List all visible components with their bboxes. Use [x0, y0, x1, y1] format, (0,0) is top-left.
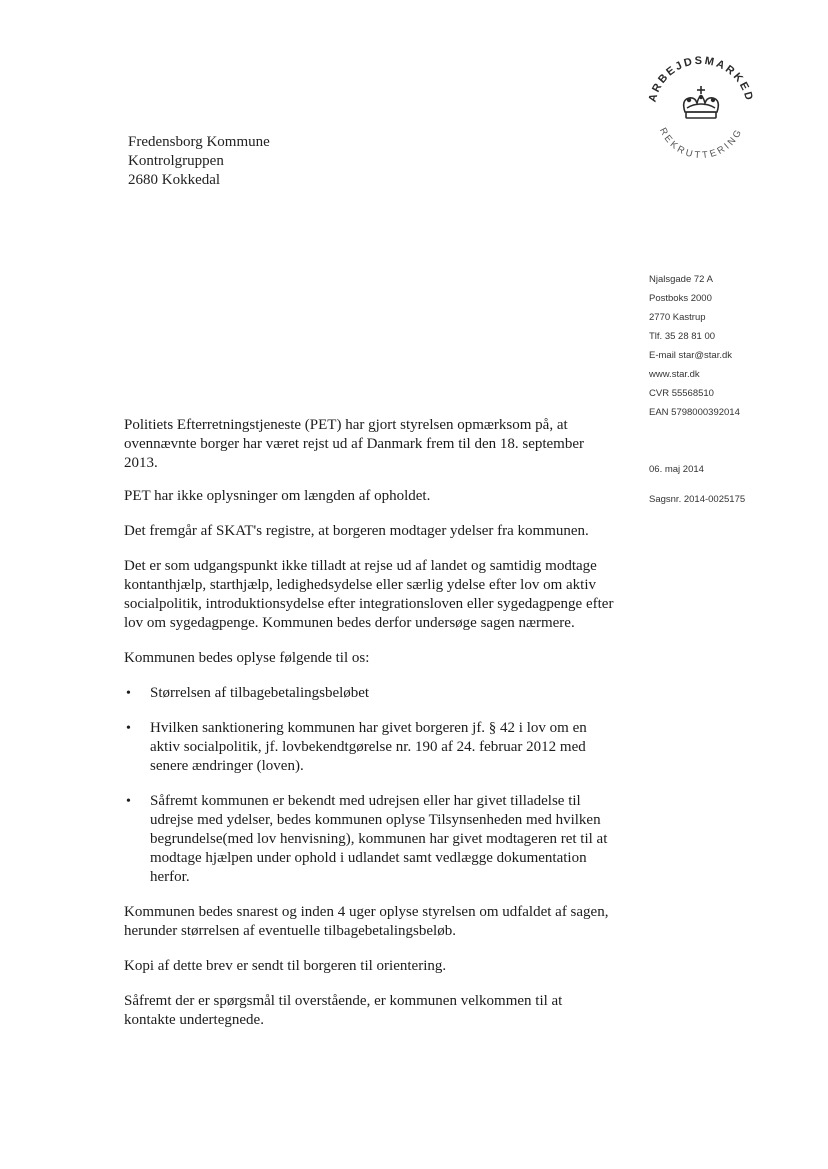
request-list [124, 684, 614, 887]
paragraph-contact: Såfremt der er spørgsmål til overstående, er kommunen velkommen til at kontakte undertegnede. [124, 993, 563, 1028]
paragraph-request: Kommunen bedes oplyse følgende til os: [124, 650, 370, 666]
sender-city: 2770 Kastrup [649, 312, 706, 323]
sender-address: Njalsgade 72 A [649, 274, 713, 285]
sender-postbox: Postboks 2000 [649, 293, 712, 304]
sender-phone: Tlf. 35 28 81 00 [649, 331, 716, 342]
agency-logo [641, 40, 761, 170]
sender-info [649, 270, 746, 505]
paragraph-skat: Det fremgår af SKAT's registre, at borgeren modtager ydelser fra kommunen. [124, 523, 589, 539]
paragraph-rules: Det er som udgangspunkt ikke tilladt at rejse ud af landet og samtidig modtage kontanthjælp, starthjælp, ledighedsydelse eller særlig ydelse efter lov om aktiv socialpolitik, introduktionsydelse efter integrationsloven eller sygedagpenge efter lov om sygedagpenge. Kommunen bedes derfor undersøge sagen nærmere. [124, 558, 614, 631]
paragraph-copy: Kopi af dette brev er sendt til borgeren til orientering. [124, 958, 447, 974]
list-item-text: Størrelsen af tilbagebetalingsbeløbet [150, 685, 370, 701]
sender-email: E-mail star@star.dk [649, 350, 733, 361]
seal-text-bottom: REKRUTTERING [656, 126, 746, 162]
recipient-department: Kontrolgruppen [128, 153, 224, 169]
bullet-icon: • [126, 686, 131, 701]
recipient-address [128, 133, 270, 190]
list-item-text: Såfremt kommunen er bekendt med udrejsen eller har givet tilladelse til udrejse med ydelser, bedes kommunen oplyse Tilsynsenheden med hvilken begrundelse(med lov henvisning), kommunen har givet modtageren ret til at modtage hjælpen under ophold i udlandet samt vedlægge dokumentation herfor. [150, 793, 608, 885]
list-item [124, 792, 614, 887]
letter-date: 06. maj 2014 [649, 464, 704, 475]
list-item-text: Hvilken sanktionering kommunen har givet borgeren jf. § 42 i lov om en aktiv socialpolitik, jf. lovbekendtgørelse nr. 190 af 24. februar 2012 med senere ændringer (loven). [150, 720, 587, 774]
case-number: Sagsnr. 2014-0025175 [649, 494, 746, 505]
seal-text-top: ARBEJDSMARKED [646, 54, 756, 104]
recipient-city: 2680 Kokkedal [128, 172, 221, 188]
bullet-icon: • [126, 721, 131, 736]
sender-ean: EAN 5798000392014 [649, 407, 740, 418]
crown-icon [684, 86, 719, 118]
sender-web: www.star.dk [649, 369, 700, 380]
list-item [124, 684, 614, 703]
bullet-icon: • [126, 794, 131, 809]
paragraph-no-info: PET har ikke oplysninger om længden af opholdet. [124, 488, 431, 504]
letter-body [124, 416, 614, 1046]
list-item [124, 719, 614, 776]
paragraph-pet-notice: Politiets Efterretningstjeneste (PET) har gjort styrelsen opmærksom på, at ovennævnte borger har været rejst ud af Danmark frem til den 18. september 2013. [124, 417, 584, 471]
recipient-name: Fredensborg Kommune [128, 134, 270, 150]
paragraph-deadline: Kommunen bedes snarest og inden 4 uger oplyse styrelsen om udfaldet af sagen, herunder størrelsen af eventuelle tilbagebetalingsbeløb. [124, 904, 609, 939]
sender-cvr: CVR 55568510 [649, 388, 714, 399]
seal-graphic [641, 40, 761, 170]
